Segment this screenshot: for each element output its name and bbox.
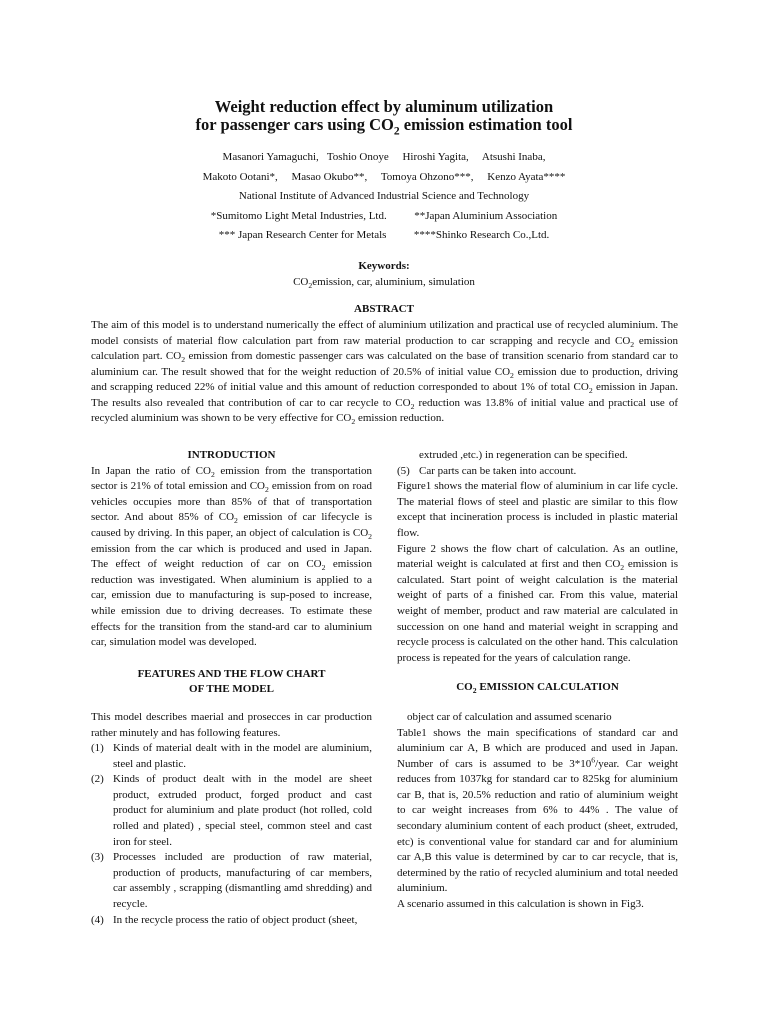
features-intro: This model describes maerial and prosecces in car production rather minutely and has following features.	[91, 710, 372, 739]
right-column	[397, 448, 678, 913]
feature-number: (5)	[397, 464, 410, 477]
scenario-paragraph: A scenario assumed in this calculation is shown in Fig3.	[397, 898, 644, 911]
figure1-paragraph: Figure1 shows the material flow of aluminium in car life cycle. The material flows of steel and plastic are similar to this flow except that incineration process is included in plastic material flow.	[397, 480, 678, 539]
feature-text: extruded ,etc.) in regeneration can be specified.	[419, 449, 628, 461]
affiliation-line-3: *** Japan Research Center for Metals ****Shinko Research Co.,Ltd.	[218, 229, 550, 241]
paper-title	[0, 97, 768, 138]
affiliation-line-1: National Institute of Advanced Industrial Science and Technology	[238, 190, 530, 202]
calc-sup: 6	[591, 755, 596, 765]
feature-item-4-cont	[397, 448, 678, 464]
introduction-paragraph	[91, 464, 372, 651]
feature-text: Car parts can be taken into account.	[419, 464, 577, 477]
calc-part: /year. Car weight reduces from 1037kg for standard car to 825kg for aluminium car B, that is, 20.5% reduction and ratio of aluminium weight to car weight increases from 6% to 44% . The value of secondary aluminium content of each product (sheet, extruded, etc) is conventional value for standard car and for aluminium car A,B this value is determined by car to car recycle, that is, determined by the ratio of recycled aluminium and total needed aluminium.	[397, 757, 679, 895]
intro-sub: 2	[321, 563, 326, 573]
intro-sub: 2	[368, 532, 372, 542]
intro-part: emission from the transportation sector is 21% of total emission and CO	[91, 464, 373, 493]
abs-part: emission due to production, driving and scrapping reduced 22% of initial value and this amount of reduction corresponded to about 1% of total CO	[91, 365, 678, 393]
title-line-1: Weight reduction effect by aluminum utilization	[214, 97, 554, 116]
abstract-heading: ABSTRACT	[354, 303, 414, 315]
calc-part: Table1 shows the main specifications of standard car and aluminium car A, B which are produced and used in Japan. Number of cars is assumed to be 3*10	[397, 726, 678, 770]
abs-part: emission reduction.	[355, 412, 445, 424]
author-block	[0, 148, 768, 246]
affiliation-line-2: *Sumitomo Light Metal Industries, Ltd. **Japan Aluminium Association	[210, 209, 558, 222]
title-text-end: emission estimation tool	[399, 115, 573, 134]
intro-part: In Japan the ratio of CO	[91, 464, 211, 477]
abs-sub: 2	[410, 401, 415, 411]
figure2-paragraph	[397, 542, 678, 667]
title-line-2	[0, 115, 768, 138]
abs-sub: 2	[181, 355, 186, 365]
intro-part: emission reduction was investigated. When aluminium is applied to a car, emission due to manufacturing is sup-posed to increase, while emission due to driving decreases. To estimate these effects for the transition from the stand-ard car to aluminium car, simulation model was developed.	[91, 558, 372, 649]
abs-part: The aim of this model is to understand numerically the effect of aluminium utilization and practical use of recycled aluminium. The model consists of material flow calculation part from raw material production to car scrapping and recycle and CO	[91, 319, 678, 347]
keywords-text	[0, 275, 768, 289]
scenario-subheading: object car of calculation and assumed scenario	[407, 710, 612, 723]
intro-sub: 2	[264, 485, 269, 495]
heading-part: EMISSION CALCULATION	[476, 681, 619, 694]
left-column	[91, 448, 372, 928]
kw-post: emission, car, aluminium, simulation	[312, 276, 475, 288]
feature-text: Kinds of material dealt with in the model are aluminium, steel and plastic.	[113, 742, 372, 770]
co2-calculation-heading	[397, 680, 678, 696]
feature-text: In the recycle process the ratio of object product (sheet,	[113, 913, 358, 926]
feature-number: (3)	[91, 851, 104, 864]
feature-item-1	[91, 741, 372, 772]
fig2-part: Figure 2 shows the flow chart of calculation. As an outline, material weight is calculated at first and then CO	[397, 542, 678, 571]
kw-sub: 2	[308, 281, 313, 291]
abs-sub: 2	[630, 339, 635, 349]
feature-text: Processes included are production of raw material, production of products, manufacturing of car members, car assembly , scrapping (dismantling amd shredding) and recycle.	[113, 851, 372, 911]
author-line-1: Masanori Yamaguchi, Toshio Onoye Hiroshi Yagita, Atsushi Inaba,	[222, 151, 546, 163]
heading-sub: 2	[472, 686, 477, 696]
feature-item-5	[397, 464, 678, 480]
features-heading-line-2: OF THE MODEL	[189, 683, 274, 696]
abs-part: emission calculation part. CO	[91, 334, 678, 362]
abs-part: reduction was 13.8% of initial value and practical use of recycled aluminium was shown to be very effective for CO	[91, 396, 678, 424]
heading-part: CO	[456, 681, 473, 694]
introduction-heading: INTRODUCTION	[187, 449, 276, 461]
abs-sub: 2	[510, 370, 514, 380]
intro-part: emission from the car which is produced and used in Japan. The effect of weight reduction of car on CO	[91, 542, 372, 571]
fig2-part: emission is calculated. Start point of weight calculation is the material weight of parts of a finished car. From this value, material weight of member, product and raw material are calculated in succession on one hand and material weight in scrapping and recycle process is calculated on the other hand. This calculation process is repeated for the years of calculation range.	[397, 558, 678, 664]
title-text: for passenger cars using CO	[195, 115, 394, 134]
feature-text: Kinds of product dealt with in the model are sheet product, extruded product, forged product and cast product for aluminium and plate product (hot rolled, cold rolled and plated) , special steel, common steel and cast iron for steel.	[113, 773, 372, 848]
abs-part: emission from domestic passenger cars was calculated on the base of transition scenario from standard car to aluminium car. The result showed that for the weight reduction of 20.5% of initial value CO	[91, 350, 679, 378]
feature-item-2	[91, 772, 372, 850]
abs-sub: 2	[588, 386, 593, 396]
intro-sub: 2	[234, 516, 238, 526]
feature-number: (1)	[91, 742, 104, 755]
table1-paragraph	[397, 726, 678, 898]
intro-part: emission of car lifecycle is caused by driving. In this paper, an object of calculation is CO	[91, 511, 373, 539]
abstract-body	[91, 318, 678, 427]
kw-pre: CO	[293, 276, 309, 288]
feature-number: (4)	[91, 913, 104, 926]
abs-part: emission in Japan. The results also revealed that contribution of car to car recycle to CO	[91, 381, 678, 409]
title-subscript: 2	[393, 125, 400, 138]
features-heading-line-1: FEATURES AND THE FLOW CHART	[137, 667, 326, 680]
intro-part: emission from on road vehicles occupies more than 85% of that of transportation sector. And about 85% of CO	[91, 480, 372, 524]
intro-sub: 2	[210, 469, 215, 479]
author-line-2: Makoto Ootani*, Masao Okubo**, Tomoya Ohzono***, Kenzo Ayata****	[202, 170, 566, 183]
feature-number: (2)	[91, 773, 104, 786]
keywords-heading: Keywords:	[358, 260, 410, 272]
abs-sub: 2	[351, 417, 356, 427]
feature-item-4-start	[91, 913, 372, 929]
fig2-sub: 2	[620, 563, 625, 573]
feature-item-3	[91, 850, 372, 912]
